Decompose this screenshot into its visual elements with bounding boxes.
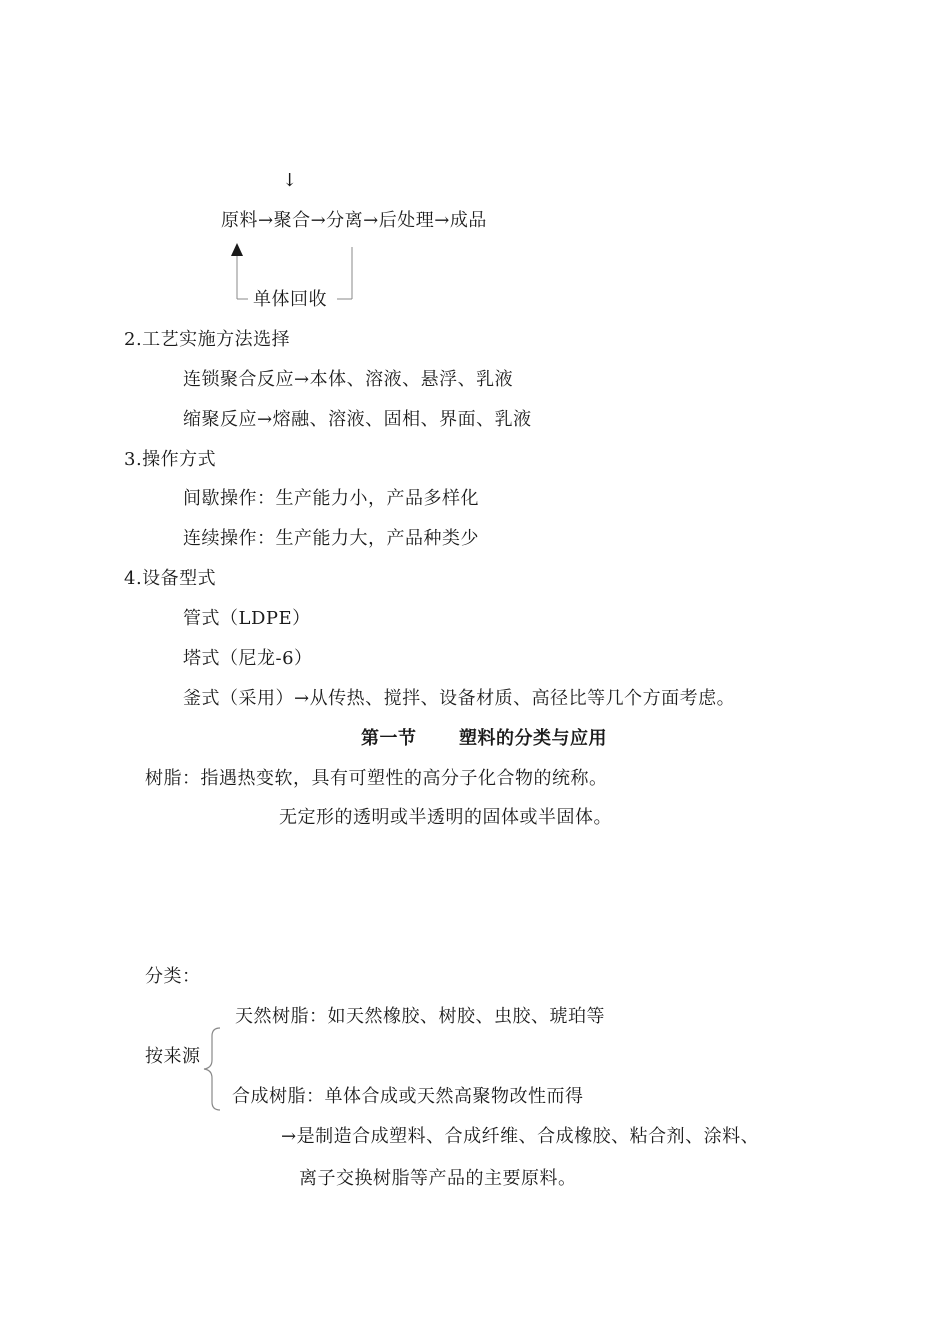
recycle-loop-connector [0,0,950,340]
section-number: 第一节 [361,728,417,749]
feed-down-arrow: ↓ [282,170,298,191]
synthetic-resin-line: 合成树脂：单体合成或天然高聚物改性而得 [232,1086,584,1107]
by-source-label: 按来源 [145,1046,201,1067]
polycondensation-line: 缩聚反应→熔融、溶液、固相、界面、乳液 [183,409,532,430]
synthetic-resin-use-line-2: 离子交换树脂等产品的主要原料。 [299,1168,577,1189]
resin-definition-continued: 无定形的透明或半透明的固体或半固体。 [279,807,612,828]
section-2-heading: 2.工艺实施方法选择 [124,329,291,350]
kettle-reactor-line: 釜式（采用）→从传热、搅拌、设备材质、高径比等几个方面考虑。 [183,688,736,709]
section-title: 塑料的分类与应用 [459,728,607,749]
recycle-arrowhead [231,243,243,256]
resin-definition: 树脂：指遇热变软，具有可塑性的高分子化合物的统称。 [145,768,608,789]
section-3-heading: 3.操作方式 [124,449,217,470]
classification-label: 分类： [145,966,201,987]
tower-reactor-line: 塔式（尼龙-6） [183,648,313,669]
natural-resin-line: 天然树脂：如天然橡胶、树胶、虫胶、琥珀等 [235,1006,605,1027]
section-4-heading: 4.设备型式 [124,568,217,589]
chain-polymerization-line: 连锁聚合反应→本体、溶液、悬浮、乳液 [183,369,514,390]
synthetic-resin-use-line: →是制造合成塑料、合成纤维、合成橡胶、粘合剂、涂料、 [281,1126,760,1147]
recycle-label: 单体回收 [253,289,327,310]
tubular-reactor-line: 管式（LDPE） [183,608,311,629]
curly-brace [200,1024,230,1114]
process-flow-line: 原料→聚合→分离→后处理→成品 [221,210,487,231]
continuous-operation-line: 连续操作：生产能力大，产品种类少 [183,528,479,549]
batch-operation-line: 间歇操作：生产能力小，产品多样化 [183,488,479,509]
